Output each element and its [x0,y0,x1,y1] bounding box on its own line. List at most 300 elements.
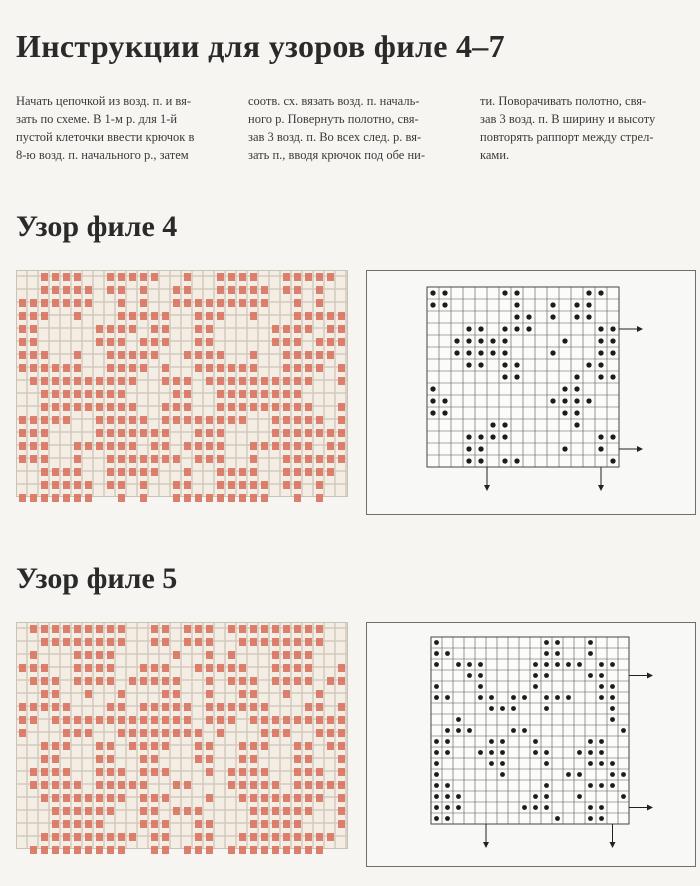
mesh-square [52,846,59,854]
mesh-square [118,377,125,385]
mesh-square [327,833,334,841]
mesh-square [228,273,235,281]
mesh-square [74,716,81,724]
mesh-square [173,299,180,307]
mesh-square [272,638,279,646]
chart-dot [478,362,483,367]
mesh-square [206,351,213,359]
chart-dot [456,662,461,667]
mesh-square [305,416,312,424]
chart-dot [610,338,615,343]
mesh-square [118,625,125,633]
chart-dot [610,706,615,711]
mesh-square [41,312,48,320]
chart-dot [434,816,439,821]
mesh-square [338,364,345,372]
mesh-square [338,820,345,828]
mesh-square [162,638,169,646]
mesh-square [327,429,334,437]
mesh-square [85,807,92,815]
mesh-square [294,677,301,685]
mesh-square [140,299,147,307]
mesh-square [272,794,279,802]
chart-dot [522,695,527,700]
mesh-square [195,338,202,346]
chart-dot [598,350,603,355]
mesh-square [118,729,125,737]
instruction-line: пустой клеточки ввести крючок в [16,130,195,144]
mesh-square [151,351,158,359]
chart-dot [466,350,471,355]
mesh-square [228,299,235,307]
mesh-square [294,651,301,659]
chart-dot [599,783,604,788]
mesh-square [305,807,312,815]
chart-dot [533,805,538,810]
chart-dot [442,302,447,307]
mesh-square [184,846,191,854]
chart-dot [442,398,447,403]
mesh-square [162,625,169,633]
mesh-square [107,625,114,633]
mesh-square [283,442,290,450]
mesh-square [63,481,70,489]
mesh-square [272,625,279,633]
mesh-square [173,716,180,724]
mesh-square [52,638,59,646]
mesh-square [96,794,103,802]
mesh-square [239,768,246,776]
mesh-square [173,377,180,385]
mesh-square [41,638,48,646]
mesh-square [294,377,301,385]
chart-dot [526,326,531,331]
chart-dot [514,458,519,463]
mesh-square [74,729,81,737]
mesh-square [173,481,180,489]
mesh-square [250,403,257,411]
mesh-square [206,429,213,437]
mesh-square [85,846,92,854]
mesh-square [140,664,147,672]
mesh-square [305,833,312,841]
mesh-square [272,377,279,385]
mesh-square [217,494,224,502]
mesh-square [228,286,235,294]
mesh-square [261,716,268,724]
mesh-square [338,442,345,450]
chart-dot [574,410,579,415]
mesh-square [30,846,37,854]
mesh-square [305,429,312,437]
mesh-square [162,677,169,685]
mesh-square [19,416,26,424]
chart-dot [598,446,603,451]
mesh-square [272,729,279,737]
mesh-square [74,442,81,450]
mesh-square [261,794,268,802]
mesh-square [217,429,224,437]
chart-dot [502,422,507,427]
mesh-square [74,364,81,372]
chart-dot [574,386,579,391]
mesh-square [151,664,158,672]
mesh-square [85,833,92,841]
mesh-square [228,677,235,685]
mesh-square [206,416,213,424]
mesh-square [283,638,290,646]
mesh-square [30,455,37,463]
mesh-square [74,820,81,828]
mesh-square [85,677,92,685]
instruction-line: 8-ю возд. п. начального р., затем [16,148,189,162]
mesh-square [316,716,323,724]
mesh-square [30,364,37,372]
mesh-square [283,286,290,294]
chart-dot [502,338,507,343]
mesh-square [140,416,147,424]
mesh-square [294,338,301,346]
mesh-square [338,807,345,815]
instruction-line: Начать цепочкой из возд. п. и вя- [16,94,192,108]
mesh-square [184,390,191,398]
mesh-square [261,638,268,646]
chart-dot [588,816,593,821]
instructions-column-2 [248,92,466,164]
mesh-square [140,351,147,359]
mesh-square [63,299,70,307]
mesh-square [283,794,290,802]
chart-dot [566,662,571,667]
mesh-square [41,664,48,672]
chart-dot [599,695,604,700]
mesh-square [228,651,235,659]
mesh-square [52,364,59,372]
mesh-square [107,416,114,424]
chart-dot [434,640,439,645]
mesh-square [63,781,70,789]
chart-dot [544,640,549,645]
mesh-square [107,651,114,659]
chart-dot [502,458,507,463]
mesh-square [41,273,48,281]
mesh-square [118,455,125,463]
mesh-square [19,455,26,463]
mesh-square [294,481,301,489]
chart-dot [478,750,483,755]
mesh-square [316,794,323,802]
mesh-square [19,729,26,737]
mesh-square [52,820,59,828]
mesh-square [283,677,290,685]
mesh-square [195,325,202,333]
instructions-column-1 [16,92,234,164]
chart-dot [489,695,494,700]
mesh-square [107,429,114,437]
mesh-square [107,768,114,776]
mesh-square [305,742,312,750]
chart-dot [621,772,626,777]
instruction-line: зать п., вводя крючок под обе ни- [248,148,426,162]
mesh-square [118,468,125,476]
mesh-square [162,364,169,372]
mesh-square [30,494,37,502]
mesh-square [316,351,323,359]
chart-dot [574,422,579,427]
pattern-4-chart [367,271,695,514]
mesh-square [140,729,147,737]
mesh-square [30,338,37,346]
mesh-square [184,781,191,789]
mesh-square [338,338,345,346]
mesh-square [129,351,136,359]
chart-dot [555,651,560,656]
mesh-square [107,273,114,281]
mesh-square [327,677,334,685]
mesh-square [129,442,136,450]
chart-dot [500,750,505,755]
mesh-square [206,677,213,685]
mesh-square [283,716,290,724]
mesh-square [41,390,48,398]
chart-dot [502,350,507,355]
mesh-square [173,455,180,463]
chart-dot [456,805,461,810]
mesh-square [19,312,26,320]
mesh-square [30,677,37,685]
mesh-square [294,403,301,411]
mesh-square [30,299,37,307]
mesh-square [74,455,81,463]
mesh-square [41,690,48,698]
chart-dot [478,662,483,667]
mesh-square [41,416,48,424]
mesh-square [228,768,235,776]
chart-dot [610,761,615,766]
mesh-square [261,442,268,450]
mesh-square [63,768,70,776]
mesh-square [52,768,59,776]
mesh-square [250,481,257,489]
chart-dot [544,805,549,810]
mesh-square [338,781,345,789]
mesh-square [316,625,323,633]
mesh-square [173,807,180,815]
mesh-square [63,703,70,711]
mesh-square [327,273,334,281]
chart-dot [566,695,571,700]
mesh-square [261,768,268,776]
mesh-square [140,677,147,685]
mesh-square [283,273,290,281]
mesh-square [30,416,37,424]
mesh-square [294,742,301,750]
mesh-square [129,677,136,685]
mesh-square [305,403,312,411]
mesh-square [239,794,246,802]
mesh-square [305,351,312,359]
chart-dot [533,750,538,755]
mesh-square [338,742,345,750]
mesh-square [217,703,224,711]
mesh-square [327,716,334,724]
mesh-square [261,299,268,307]
mesh-square [162,429,169,437]
mesh-square [63,273,70,281]
chart-dot [434,772,439,777]
mesh-square [217,377,224,385]
chart-dot [445,783,450,788]
mesh-square [184,625,191,633]
mesh-square [261,494,268,502]
mesh-square [162,325,169,333]
chart-dot [490,434,495,439]
mesh-square [305,846,312,854]
mesh-square [140,468,147,476]
mesh-square [206,455,213,463]
mesh-square [74,403,81,411]
mesh-square [52,703,59,711]
mesh-square [250,351,257,359]
instruction-line: зать по схеме. В 1-м р. для 1-й [16,112,178,126]
mesh-square [206,690,213,698]
mesh-square [184,468,191,476]
mesh-square [162,716,169,724]
mesh-square [316,690,323,698]
chart-dot [478,350,483,355]
mesh-square [294,429,301,437]
mesh-square [96,403,103,411]
chart-dot [588,673,593,678]
mesh-square [206,820,213,828]
mesh-square [228,390,235,398]
chart-dot [478,338,483,343]
mesh-square [63,820,70,828]
mesh-square [173,729,180,737]
mesh-square [294,807,301,815]
mesh-square [250,364,257,372]
chart-dot [544,783,549,788]
chart-dot [574,314,579,319]
mesh-square [316,364,323,372]
mesh-square [107,442,114,450]
chart-dot [562,386,567,391]
mesh-square [19,364,26,372]
mesh-square [338,703,345,711]
mesh-square [30,716,37,724]
mesh-square [217,729,224,737]
mesh-square [140,312,147,320]
mesh-square [294,390,301,398]
mesh-square [96,377,103,385]
mesh-square [272,846,279,854]
chart-dot [588,783,593,788]
pattern-4-chart-box [366,270,696,515]
mesh-square [30,442,37,450]
mesh-square [283,325,290,333]
mesh-square [140,742,147,750]
chart-dot [434,783,439,788]
mesh-square [107,364,114,372]
mesh-square [85,377,92,385]
chart-dot [430,302,435,307]
chart-dot [500,739,505,744]
chart-dot [610,695,615,700]
mesh-square [283,390,290,398]
mesh-square [272,781,279,789]
chart-dot [490,338,495,343]
mesh-square [305,794,312,802]
chart-dot [442,290,447,295]
mesh-square [41,794,48,802]
chart-dot [599,673,604,678]
mesh-square [151,729,158,737]
mesh-square [316,833,323,841]
mesh-square [140,820,147,828]
mesh-square [283,651,290,659]
mesh-square [52,781,59,789]
mesh-square [107,377,114,385]
mesh-square [151,338,158,346]
mesh-square [96,338,103,346]
mesh-square [206,833,213,841]
mesh-square [206,494,213,502]
mesh-square [118,325,125,333]
mesh-square [250,807,257,815]
repeat-arrow-head [483,842,489,848]
mesh-square [305,442,312,450]
mesh-square [184,638,191,646]
chart-dot [500,772,505,777]
mesh-square [283,338,290,346]
mesh-square [162,664,169,672]
chart-dot [610,458,615,463]
chart-dot [533,673,538,678]
mesh-square [96,325,103,333]
mesh-square [239,390,246,398]
mesh-square [272,429,279,437]
mesh-square [184,807,191,815]
mesh-square [250,390,257,398]
mesh-square [19,442,26,450]
chart-dot [478,434,483,439]
mesh-square [294,312,301,320]
mesh-square [85,481,92,489]
mesh-square [162,312,169,320]
mesh-square [338,729,345,737]
mesh-square [107,755,114,763]
mesh-square [294,442,301,450]
mesh-square [206,755,213,763]
mesh-square [294,638,301,646]
mesh-square [261,846,268,854]
mesh-square [305,468,312,476]
mesh-square [118,429,125,437]
mesh-square [140,794,147,802]
mesh-square [272,651,279,659]
mesh-square [305,377,312,385]
mesh-square [30,625,37,633]
mesh-square [107,325,114,333]
mesh-square [52,755,59,763]
mesh-square [305,455,312,463]
chart-dot [588,750,593,755]
mesh-square [217,312,224,320]
mesh-square [30,651,37,659]
chart-dot [550,398,555,403]
mesh-square [118,351,125,359]
chart-dot [454,338,459,343]
